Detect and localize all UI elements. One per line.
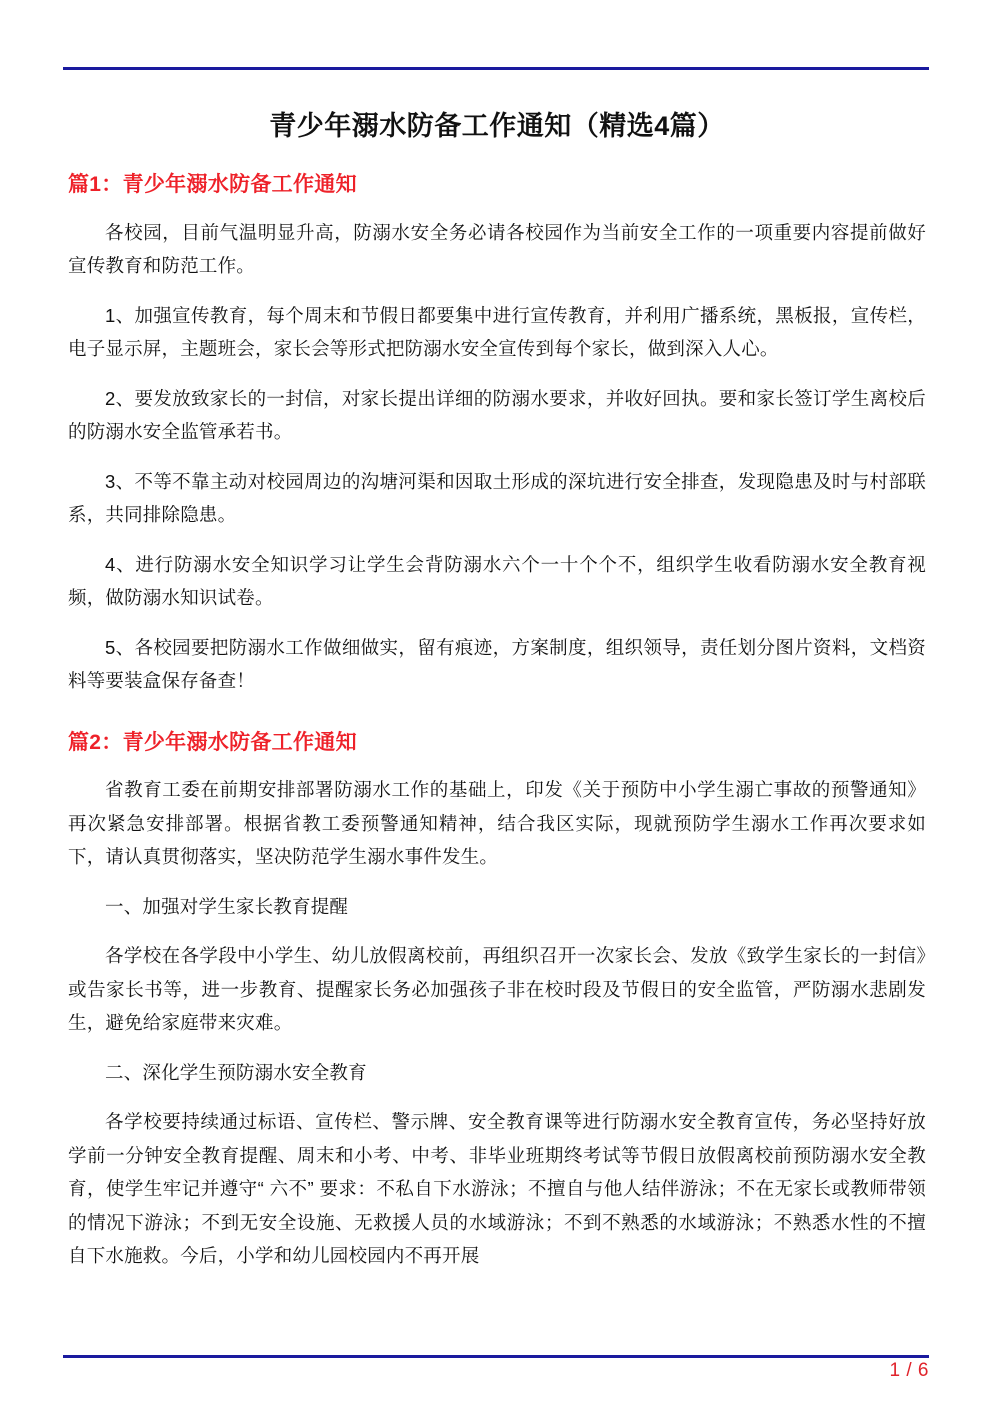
paragraph: 1、加强宣传教育，每个周末和节假日都要集中进行宣传教育，并利用广播系统，黑板报，宣传栏，电子显示屏，主题班会，家长会等形式把防溺水安全宣传到每个家长，做到深入人心。 [68,304,926,360]
paragraph: 省教育工委在前期安排部署防溺水工作的基础上，印发《关于预防中小学生溺亡事故的预警通知》再次紧急安排部署。根据省教工委预警通知精神，结合我区实际，现就预防学生溺水工作再次要求如下，请认真贯彻落实，坚决防范学生溺水事件发生。 [68,779,926,868]
page-title: 青少年溺水防备工作通知（精选4篇） [269,111,725,141]
document-content [68,108,926,1273]
subsection-heading-2: 二、深化学生预防溺水安全教育 [105,1061,367,1083]
section-heading-2: 篇2：青少年溺水防备工作通知 [68,730,357,754]
page-number: 1 / 6 [889,1360,929,1381]
paragraph: 3、不等不靠主动对校园周边的沟塘河渠和因取土形成的深坑进行安全排查，发现隐患及时与村部联系，共同排除隐患。 [68,470,926,526]
footer-rule [63,1355,929,1358]
paragraph: 2、要发放致家长的一封信，对家长提出详细的防溺水要求，并收好回执。要和家长签订学生离校后的防溺水安全监管承若书。 [68,387,926,443]
paragraph: 各学校在各学段中小学生、幼儿放假离校前，再组织召开一次家长会、发放《致学生家长的一封信》或告家长书等，进一步教育、提醒家长务必加强孩子非在校时段及节假日的安全监管，严防溺水悲剧发生，避免给家庭带来灾难。 [68,945,926,1034]
paragraph: 4、进行防溺水安全知识学习让学生会背防溺水六个一十个个不，组织学生收看防溺水安全教育视频，做防溺水知识试卷。 [68,553,926,609]
paragraph: 各学校要持续通过标语、宣传栏、警示牌、安全教育课等进行防溺水安全教育宣传，务必坚持好放学前一分钟安全教育提醒、周末和小考、中考、非毕业班期终考试等节假日放假离校前预防溺水安全教育，使学生牢记并遵守“ 六不” 要求：不私自下水游泳；不擅自与他人结伴游泳；不在无家长或教师带领的情况下游泳；不到无安全设施、无救援人员的水域游泳；不到不熟悉的水域游泳；不熟悉水性的不擅自下水施救。今后，小学和幼儿园校园内不再开展 [68,1111,926,1267]
paragraph: 5、各校园要把防溺水工作做细做实，留有痕迹，方案制度，组织领导，责任划分图片资料，文档资料等要装盒保存备查！ [68,636,926,692]
header-rule [63,67,929,70]
paragraph: 各校园，目前气温明显升高，防溺水安全务必请各校园作为当前安全工作的一项重要内容提前做好宣传教育和防范工作。 [68,221,926,277]
subsection-heading-1: 一、加强对学生家长教育提醒 [105,895,349,917]
section-heading-1: 篇1：青少年溺水防备工作通知 [68,173,357,197]
